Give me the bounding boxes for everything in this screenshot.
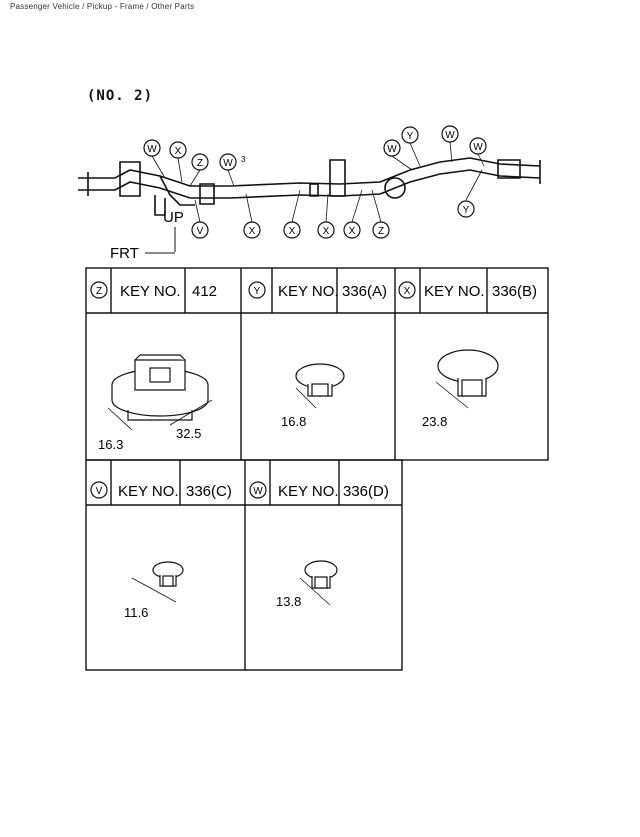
callout-circle (470, 138, 486, 154)
part-cell-v (91, 482, 232, 620)
callout-letter: W (387, 144, 397, 155)
callouts-bottom (192, 201, 474, 238)
part-letter: W (253, 486, 263, 497)
up-label: UP (163, 209, 184, 226)
part-letter: V (95, 486, 103, 497)
callout-letter: W (445, 130, 455, 141)
callout-letter: Z (377, 226, 385, 237)
callout-letter: Y (406, 131, 414, 142)
callout-letter: X (288, 226, 296, 237)
callout-circle (284, 222, 300, 238)
dimension-label: 11.6 (124, 605, 149, 620)
callout-circle (318, 222, 334, 238)
callout-letter: W (147, 144, 157, 155)
dimension-label: 23.8 (422, 414, 448, 429)
callout-letter: X (322, 226, 330, 237)
key-no-label: KEY NO. (424, 283, 485, 300)
callout-letter: X (248, 226, 256, 237)
key-no-value: 336(D) (343, 483, 389, 500)
dimension-label: 32.5 (176, 426, 202, 441)
table-grid (86, 268, 548, 670)
annotation-3: 3 (241, 155, 246, 164)
callout-letter: W (473, 142, 483, 153)
dimension-label: 16.8 (281, 414, 307, 429)
callout-circle (220, 154, 236, 170)
clip-336b-illustration (438, 350, 498, 396)
callout-circle (442, 126, 458, 142)
key-no-value: 336(A) (342, 283, 388, 300)
callout-circle (244, 222, 260, 238)
key-no-label: KEY NO. (118, 483, 179, 500)
part-letter: X (403, 286, 411, 297)
section-label: (NO. 2) (87, 88, 154, 104)
clip-336c-illustration (153, 562, 183, 586)
key-no-value: 336(B) (492, 283, 538, 300)
key-no-label: KEY NO. (278, 283, 339, 300)
key-no-value: 336(C) (186, 483, 232, 500)
dimension-label: 16.3 (98, 437, 124, 452)
dimension-label: 13.8 (276, 594, 302, 609)
part-cell-w (250, 482, 389, 609)
callout-letter: Z (196, 158, 204, 169)
callout-letter: Y (462, 205, 470, 216)
callout-letter: W (223, 158, 233, 169)
callout-circle (458, 201, 474, 217)
callout-circle (170, 142, 186, 158)
callout-circle (192, 222, 208, 238)
key-no-value: 412 (192, 283, 218, 300)
frame-diagram (0, 0, 640, 270)
callout-letter: X (174, 146, 182, 157)
parts-table (0, 260, 640, 680)
page-header-strip: Passenger Vehicle / Pickup - Frame / Other Parts (10, 2, 195, 11)
clip-336a-illustration (296, 364, 344, 396)
part-letter: Z (95, 286, 103, 297)
callout-circle (144, 140, 160, 156)
callout-circle (402, 127, 418, 143)
key-no-label: KEY NO. (120, 283, 181, 300)
callout-letter: X (348, 226, 356, 237)
callout-letter: V (196, 226, 204, 237)
callout-circle (344, 222, 360, 238)
callout-circle (384, 140, 400, 156)
callout-circle (373, 222, 389, 238)
clip-412-illustration (112, 355, 208, 420)
key-no-label: KEY NO. (278, 483, 339, 500)
part-cell-z (91, 282, 217, 452)
frt-label: FRT (110, 245, 139, 262)
clip-336d-illustration (305, 561, 337, 588)
part-cell-y (249, 282, 387, 429)
part-letter: Y (253, 286, 261, 297)
callout-circle (192, 154, 208, 170)
